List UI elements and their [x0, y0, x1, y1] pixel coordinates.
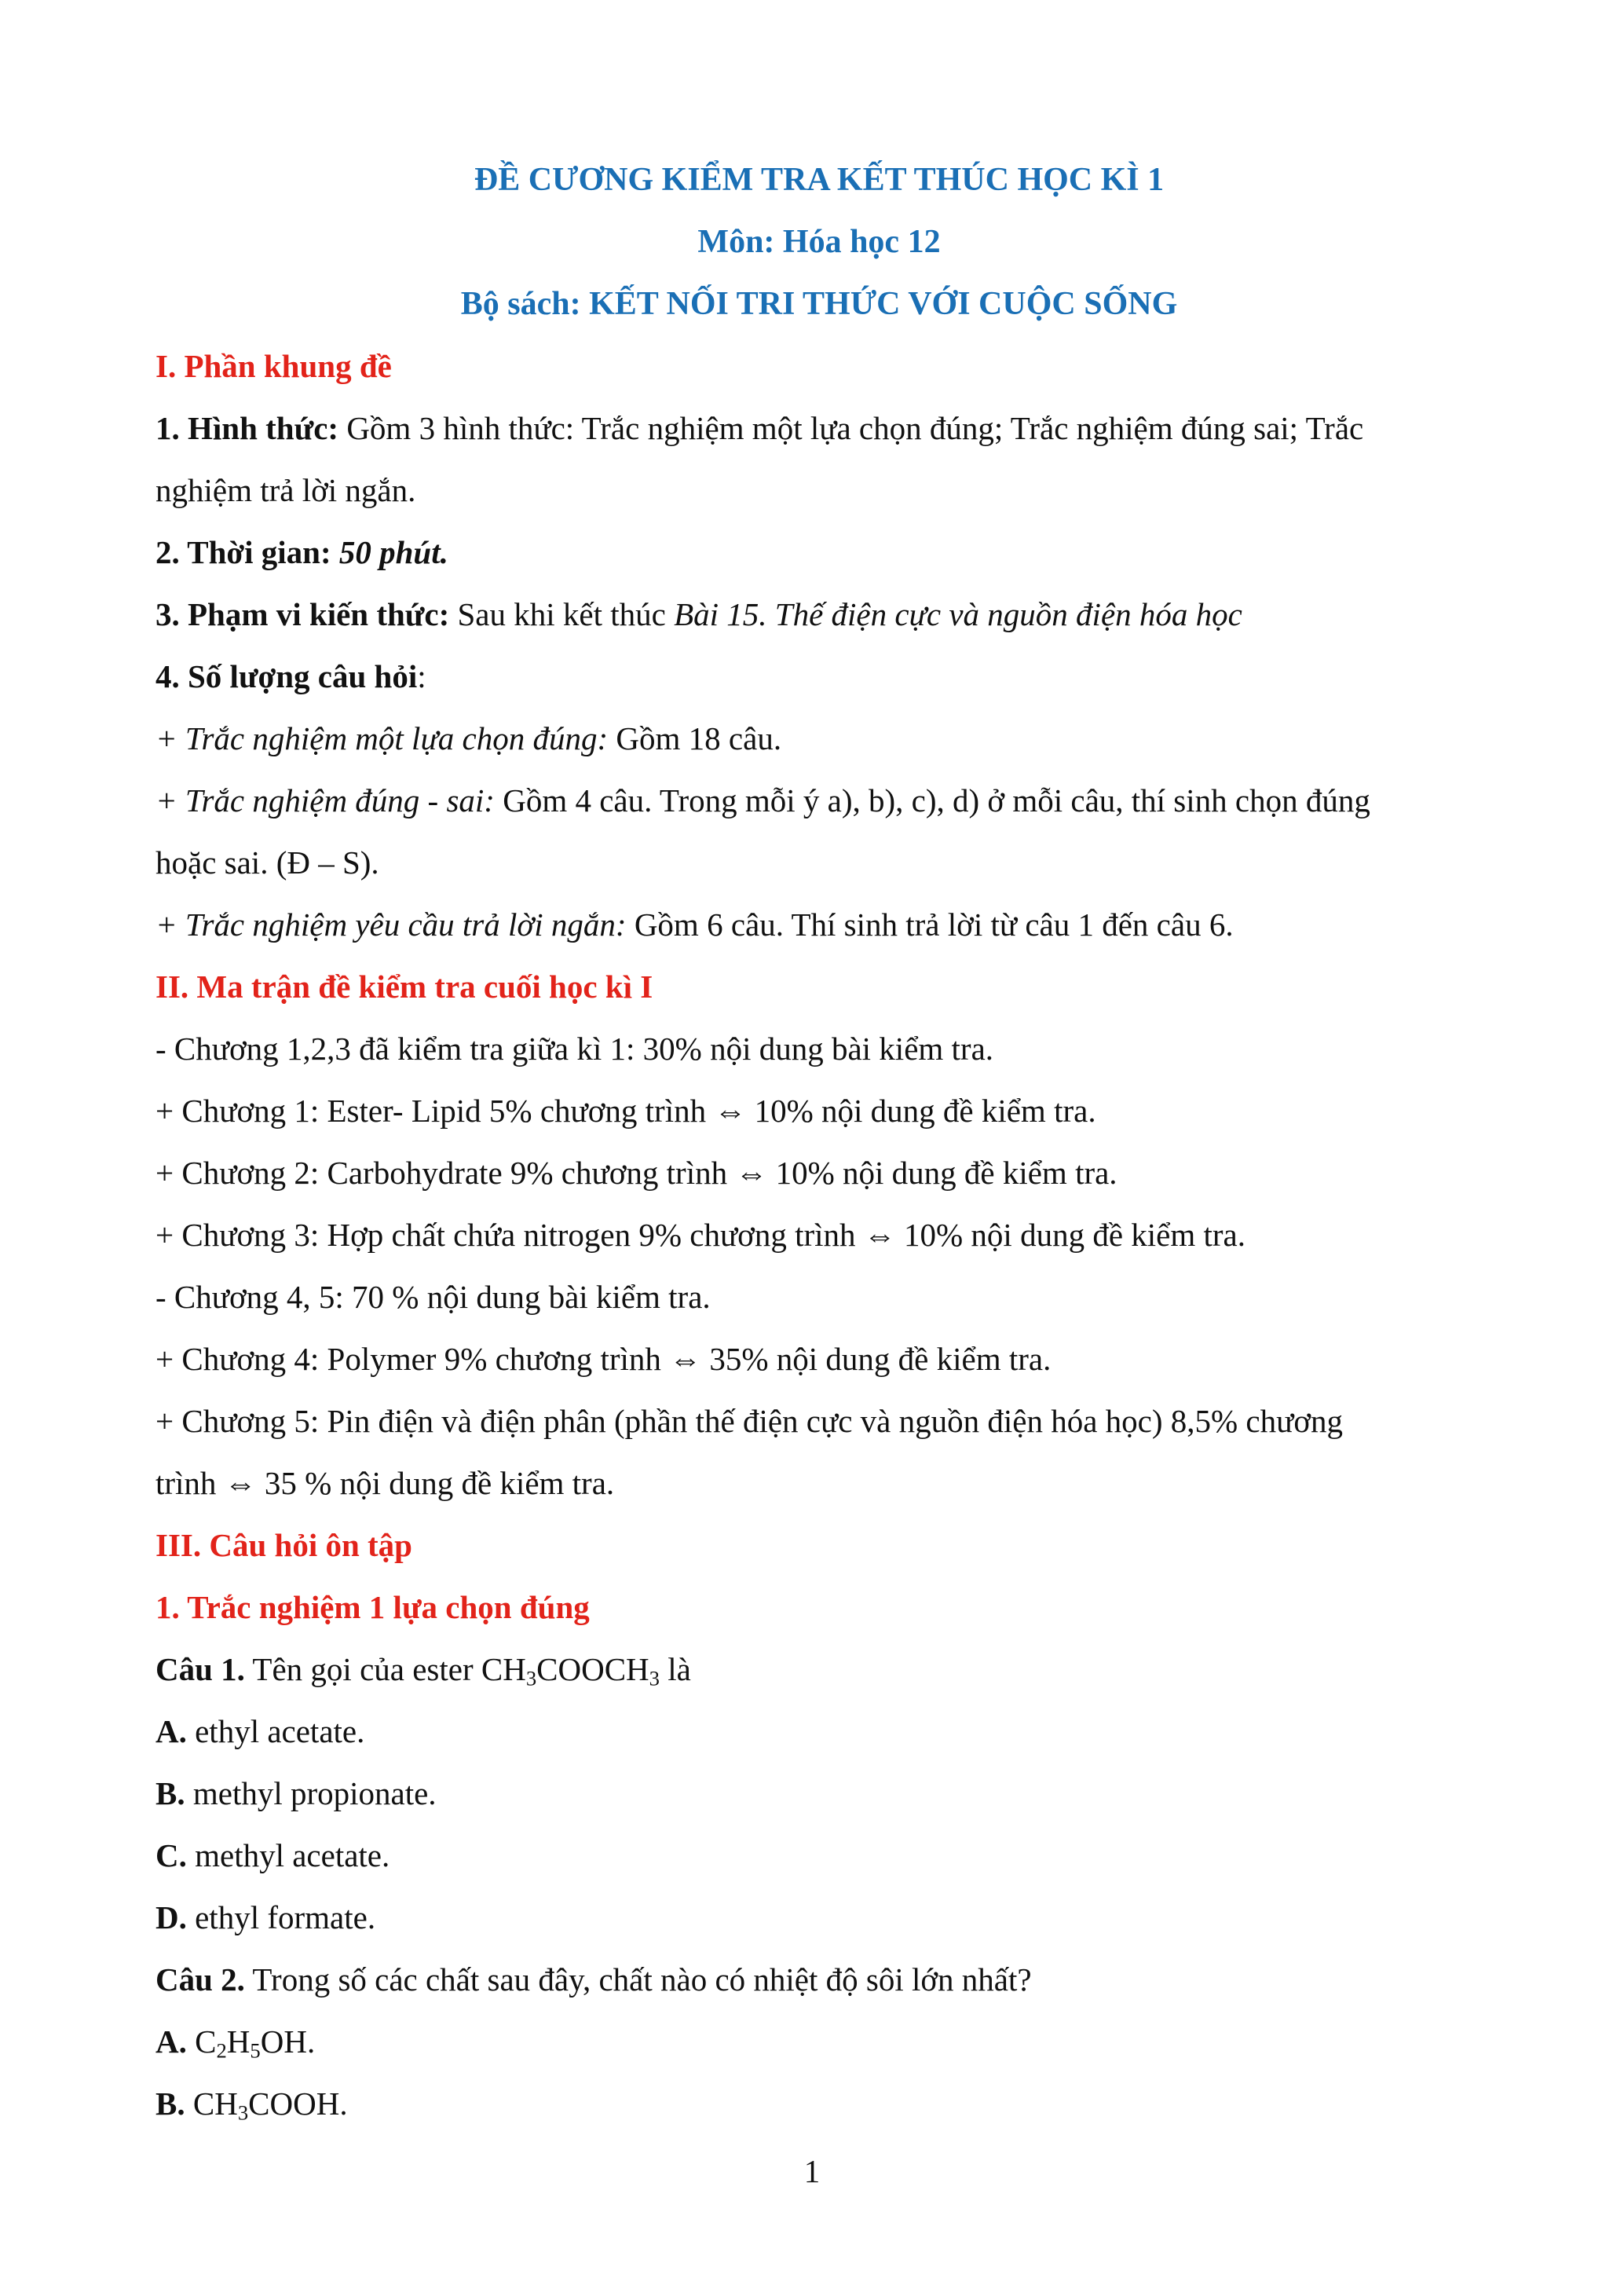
subscript: 2	[216, 2038, 227, 2063]
section-heading-1: I. Phần khung đề	[155, 348, 392, 384]
count-label: 4. Số lượng câu hỏi	[155, 658, 418, 694]
option-text: ethyl formate.	[186, 1899, 376, 1935]
sa-line	[155, 894, 1483, 956]
option-key: A.	[155, 2023, 187, 2060]
option-text: methyl acetate.	[186, 1837, 390, 1873]
document-page	[155, 149, 1483, 2135]
formula-part: COOH.	[248, 2085, 348, 2122]
time-line	[155, 522, 1483, 584]
sa-label: + Trắc nghiệm yêu cầu trả lời ngắn:	[155, 906, 627, 943]
subscript: 5	[250, 2038, 261, 2063]
doc-title: ĐỀ CƯƠNG KIỂM TRA KẾT THÚC HỌC KÌ 1	[474, 162, 1165, 198]
section-heading-3: III. Câu hỏi ôn tập	[155, 1527, 412, 1563]
matrix-line: - Chương 1,2,3 đã kiểm tra giữa kì 1: 30% nội dung bài kiểm tra.	[155, 1031, 994, 1067]
formula-part: COOCH	[536, 1651, 649, 1687]
question-label: Câu 1.	[155, 1651, 245, 1687]
option-text: ethyl acetate.	[186, 1713, 365, 1749]
matrix-line: + Chương 5: Pin điện và điện phân (phần thế điện cực và nguồn điện hóa học) 8,5% chương	[155, 1403, 1344, 1439]
time-value: 50 phút.	[338, 534, 448, 570]
subscript: 3	[649, 1666, 660, 1690]
form-label: 1. Hình thức:	[155, 410, 339, 446]
option-a	[155, 1701, 1483, 1763]
option-c	[155, 1825, 1483, 1887]
tf-line	[155, 770, 1483, 832]
tf-label: + Trắc nghiệm đúng - sai:	[155, 782, 495, 818]
scope-lesson: Bài 15. Thế điện cực và nguồn điện hóa học	[674, 596, 1242, 632]
tf-line-cont: hoặc sai. (Đ – S).	[155, 844, 379, 881]
doc-book: Bộ sách: KẾT NỐI TRI THỨC VỚI CUỘC SỐNG	[460, 286, 1178, 322]
mc-label: + Trắc nghiệm một lựa chọn đúng:	[155, 720, 609, 756]
matrix-line: + Chương 3: Hợp chất chứa nitrogen 9% chương trình ⇔ 10% nội dung đề kiểm tra.	[155, 1217, 1245, 1253]
matrix-line: trình ⇔ 35 % nội dung đề kiểm tra.	[155, 1465, 615, 1501]
scope-line	[155, 584, 1483, 646]
question-text: Tên gọi của ester CH	[244, 1651, 526, 1687]
option-d	[155, 1887, 1483, 1949]
question-text: Trong số các chất sau đây, chất nào có nhiệt độ sôi lớn nhất?	[244, 1961, 1032, 1998]
section-heading-2: II. Ma trận đề kiểm tra cuối học kì I	[155, 969, 653, 1005]
option-a	[155, 2011, 1483, 2073]
subscript: 3	[525, 1666, 537, 1690]
question-2	[155, 1949, 1483, 2011]
form-line-cont: nghiệm trả lời ngắn.	[155, 472, 416, 508]
scope-text: Sau khi kết thúc	[449, 596, 675, 632]
mc-text: Gồm 18 câu.	[608, 720, 782, 756]
count-colon: :	[417, 658, 426, 694]
formula-part: OH.	[260, 2023, 316, 2060]
question-1	[155, 1639, 1483, 1701]
option-key: A.	[155, 1713, 187, 1749]
option-key: C.	[155, 1837, 187, 1873]
formula-part: C	[186, 2023, 217, 2060]
count-line	[155, 646, 1483, 708]
option-b	[155, 1763, 1483, 1825]
option-text: methyl propionate.	[185, 1775, 437, 1811]
matrix-line: + Chương 2: Carbohydrate 9% chương trình ⇔ 10% nội dung đề kiểm tra.	[155, 1155, 1117, 1191]
form-line	[155, 397, 1483, 460]
option-key: B.	[155, 2085, 185, 2122]
tf-text: Gồm 4 câu. Trong mỗi ý a), b), c), d) ở mỗi câu, thí sinh chọn đúng	[494, 782, 1370, 818]
scope-label: 3. Phạm vi kiến thức:	[155, 596, 450, 632]
formula-part: CH	[185, 2085, 238, 2122]
matrix-line: - Chương 4, 5: 70 % nội dung bài kiểm tra.	[155, 1279, 711, 1315]
subscript: 3	[237, 2100, 249, 2125]
mc-line	[155, 708, 1483, 770]
form-text: Gồm 3 hình thức: Trắc nghiệm một lựa chọn đúng; Trắc nghiệm đúng sai; Trắc	[338, 410, 1364, 446]
page-number: 1	[803, 2153, 821, 2189]
subsection-heading-mc: 1. Trắc nghiệm 1 lựa chọn đúng	[155, 1589, 590, 1625]
matrix-line: + Chương 1: Ester- Lipid 5% chương trình ⇔ 10% nội dung đề kiểm tra.	[155, 1093, 1096, 1129]
matrix-line: + Chương 4: Polymer 9% chương trình ⇔ 35% nội dung đề kiểm tra.	[155, 1341, 1052, 1377]
doc-subject: Môn: Hóa học 12	[697, 224, 941, 260]
sa-text: Gồm 6 câu. Thí sinh trả lời từ câu 1 đến câu 6.	[626, 906, 1234, 943]
option-key: D.	[155, 1899, 187, 1935]
formula-part: H	[226, 2023, 251, 2060]
question-text-end: là	[660, 1651, 691, 1687]
question-label: Câu 2.	[155, 1961, 245, 1998]
option-b	[155, 2073, 1483, 2135]
time-label: 2. Thời gian:	[155, 534, 339, 570]
option-key: B.	[155, 1775, 185, 1811]
